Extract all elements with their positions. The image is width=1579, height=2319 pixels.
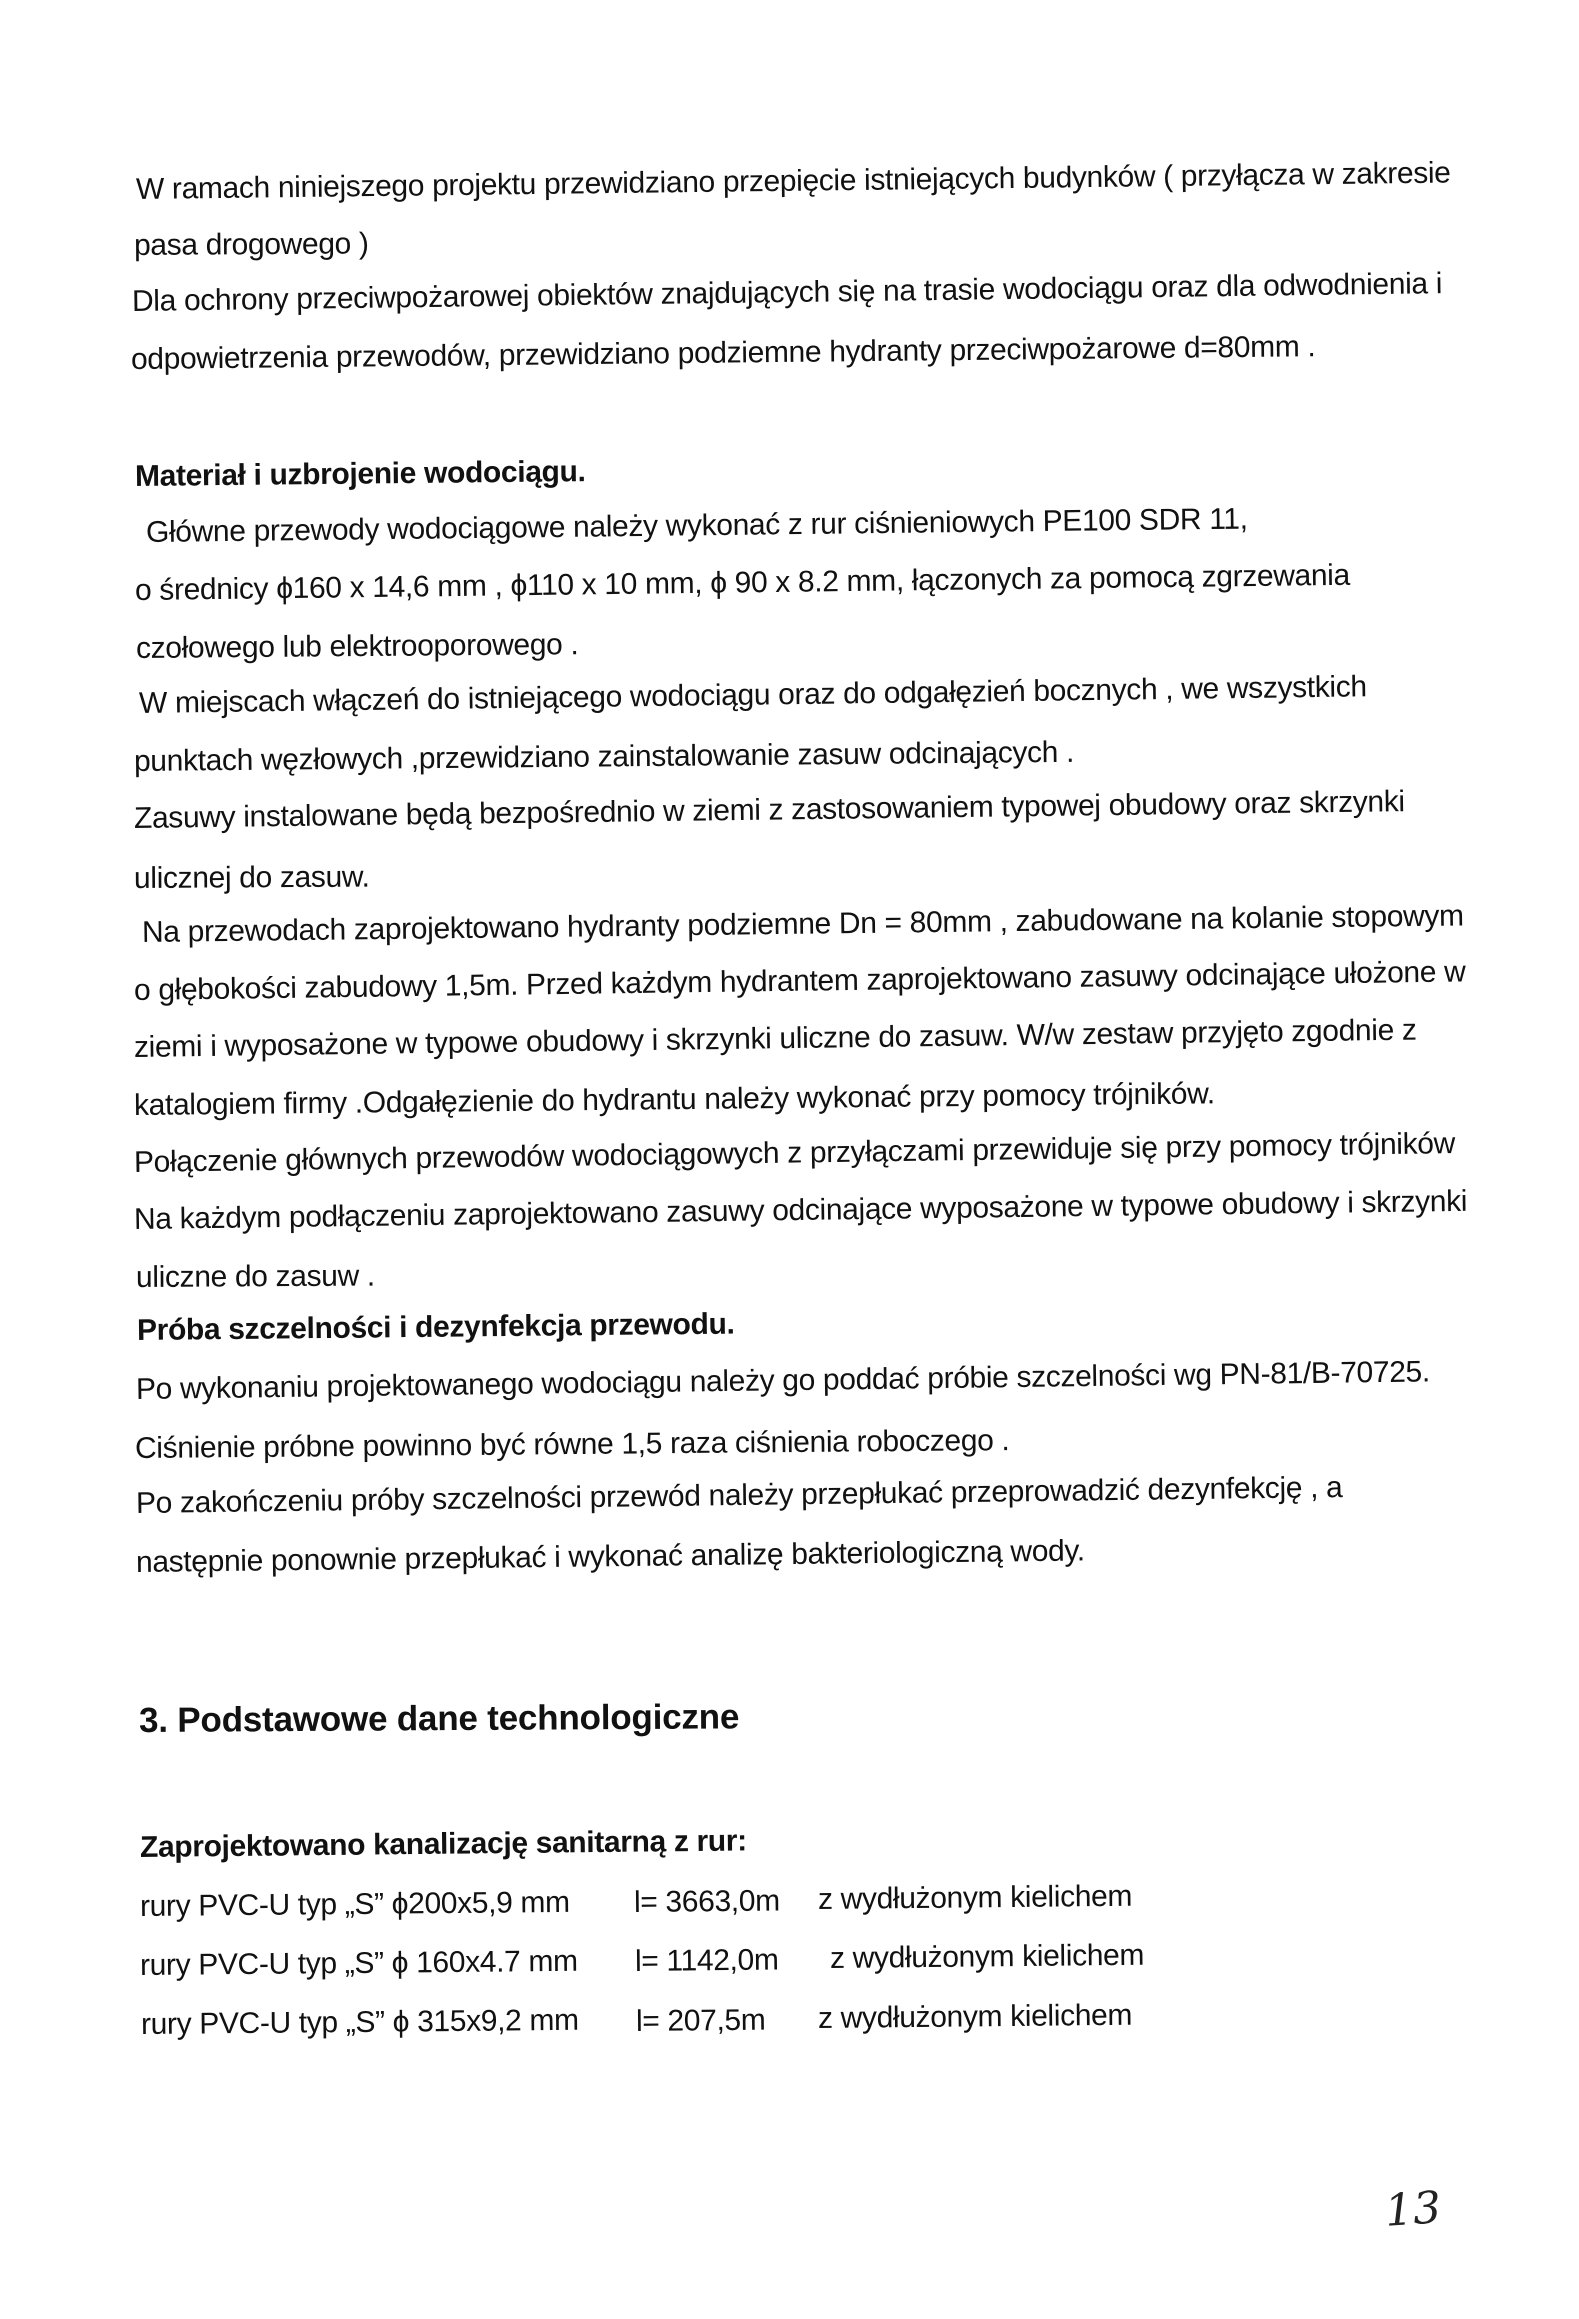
intro-line-4: odpowietrzenia przewodów, przewidziano podziemne hydranty przeciwpożarowe d=80mm .: [130, 330, 1316, 376]
test-line-2: Ciśnienie próbne powinno być równe 1,5 raza ciśnienia roboczego .: [134, 1424, 1010, 1465]
material-line-11: katalogiem firmy .Odgałęzienie do hydrantu należy wykonać przy pomocy trójników.: [133, 1077, 1215, 1122]
section-3-title: 3. Podstawowe dane technologiczne: [138, 1697, 740, 1740]
material-line-5: punktach węzłowych ,przewidziano zainstalowanie zasuw odcinających .: [133, 735, 1075, 778]
pipe-name: rury PVC-U typ „S” ϕ200x5,9 mm: [139, 1885, 570, 1923]
material-line-7: ulicznej do zasuw.: [133, 860, 370, 895]
material-line-13: Na każdym podłączeniu zaprojektowano zasuwy odcinające wyposażone w typowe obudowy i skrzynki: [133, 1184, 1468, 1236]
material-line-14: uliczne do zasuw .: [135, 1259, 375, 1294]
test-line-4: następnie ponownie przepłukać i wykonać analizę bakteriologiczną wody.: [135, 1534, 1085, 1579]
material-line-9: o głębokości zabudowy 1,5m. Przed każdym hydrantem zaprojektowano zasuwy odcinające ułożone w: [133, 955, 1466, 1007]
material-line-8: Na przewodach zaprojektowano hydranty podziemne Dn = 80mm , zabudowane na kolanie stopowym: [141, 899, 1464, 949]
material-line-1: Główne przewody wodociągowe należy wykonać z rur ciśnieniowych PE100 SDR 11,: [145, 502, 1248, 549]
test-line-3: Po zakończeniu próby szczelności przewód należy przepłukać przeprowadzić dezynfekcję , a: [135, 1470, 1343, 1520]
material-line-6: Zasuwy instalowane będą bezpośrednio w ziemi z zastosowaniem typowej obudowy oraz skrzynki: [133, 785, 1405, 835]
pipe-name: rury PVC-U typ „S” ϕ 315x9,2 mm: [140, 2003, 579, 2041]
test-heading: Próba szczelności i dezynfekcja przewodu.: [136, 1307, 735, 1347]
intro-line-3: Dla ochrony przeciwpożarowej obiektów znajdujących się na trasie wodociągu oraz dla odwodnienia i: [131, 267, 1443, 318]
material-line-12: Połączenie głównych przewodów wodociągowych z przyłączami przewiduje się przy pomocy trójników: [133, 1127, 1456, 1179]
material-line-4: W miejscach włączeń do istniejącego wodociągu oraz do odgałęzień bocznych , we wszystkich: [138, 670, 1367, 720]
pipe-name: rury PVC-U typ „S” ϕ 160x4.7 mm: [139, 1944, 578, 1982]
pipe-length: l= 1142,0m: [634, 1943, 779, 1978]
pipe-note: z wydłużonym kielichem: [817, 1998, 1133, 2035]
material-line-2: o średnicy ϕ160 x 14,6 mm , ϕ110 x 10 mm, ϕ 90 x 8.2 mm, łączonych za pomocą zgrzewania: [134, 558, 1351, 607]
intro-line-1: W ramach niniejszego projektu przewidziano przepięcie istniejących budynków ( przyłącza w zakresie: [135, 156, 1451, 206]
pipe-note: z wydłużonym kielichem: [829, 1938, 1145, 1975]
intro-line-2: pasa drogowego ): [133, 227, 369, 262]
material-line-3: czołowego lub elektrooporowego .: [135, 628, 579, 665]
test-line-1: Po wykonaniu projektowanego wodociągu należy go poddać próbie szczelności wg PN-81/B-70725.: [135, 1355, 1431, 1406]
sewer-heading: Zaprojektowano kanalizację sanitarną z rur:: [139, 1824, 747, 1864]
pipe-length: l= 3663,0m: [633, 1884, 780, 1919]
material-heading: Materiał i uzbrojenie wodociągu.: [134, 455, 586, 493]
pipe-note: z wydłużonym kielichem: [817, 1879, 1133, 1916]
handwritten-page-number: 13: [1383, 2182, 1443, 2237]
pipe-length: l= 207,5m: [635, 2003, 766, 2038]
material-line-10: ziemi i wyposażone w typowe obudowy i skrzynki uliczne do zasuw. W/w zestaw przyjęto zgodnie z: [133, 1013, 1417, 1064]
